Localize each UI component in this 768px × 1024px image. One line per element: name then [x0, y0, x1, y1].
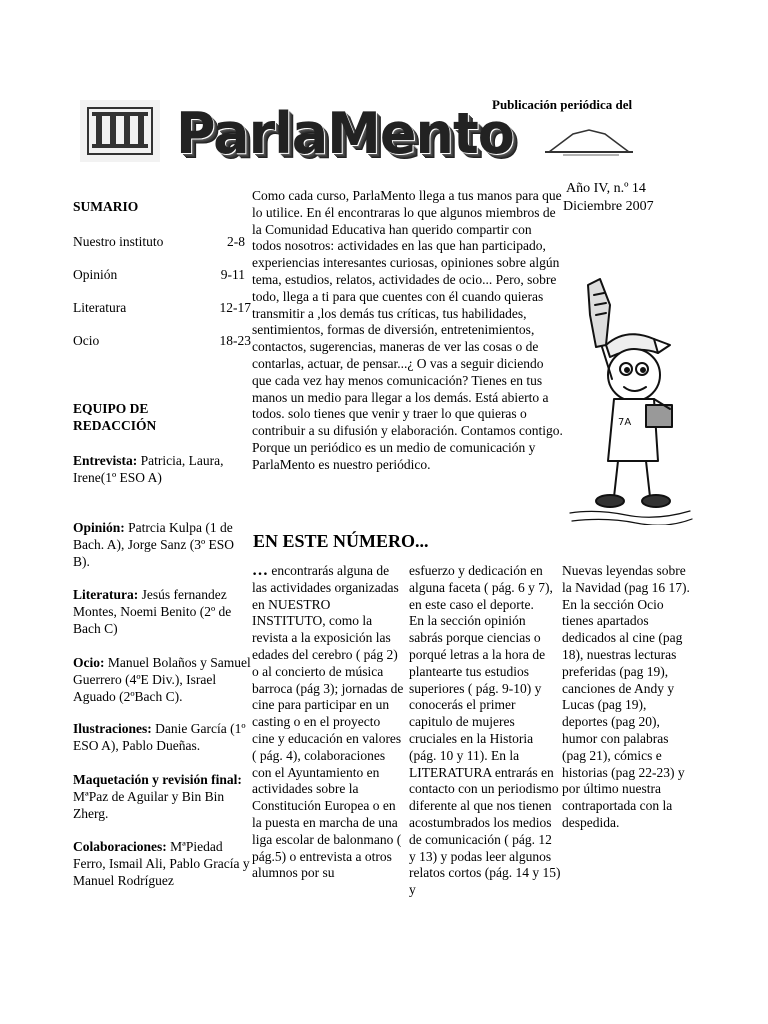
sumario-pages: 12-17 [219, 300, 251, 315]
sumario-label: Literatura [73, 300, 127, 315]
credit-names: MªPaz de Aguilar y Bin Bin Zherg. [73, 789, 225, 821]
article-column-3: Nuevas leyendas sobre la Navidad (pag 16 17). En la sección Ocio tienes apartados dedicados al cine (pag 18), nuestras lecturas preferidas (pag 19), canciones de Andy y Lucas (pag 19), deportes (pag 20), humor con palabras (pag 21), cómics e historias (pag 22-23) y por último nuestra contraportada con la despedida. [562, 563, 690, 830]
lead-ellipsis: … [252, 562, 268, 579]
credit-colaboraciones [73, 838, 251, 889]
issue-number: Año IV, n.º 14 [566, 181, 646, 196]
sumario-pages: 2-8 [227, 234, 245, 249]
credit-entrevista [73, 452, 251, 486]
equipo-title [73, 400, 251, 434]
cartoon-illustration [566, 275, 696, 525]
credit-names: Manuel Bolaños y Samuel Guerrero (4ºE Div.), Israel Aguado (2ºBach C). [73, 655, 251, 704]
sumario-label: Ocio [73, 333, 100, 348]
credit-opinion [73, 519, 251, 570]
credit-role: Opinión: [73, 520, 125, 535]
issue-date: Diciembre 2007 [563, 199, 654, 214]
publication-label: Publicación periódica del [492, 97, 633, 112]
article-column-1 [252, 563, 406, 882]
credit-names: Danie García (1º ESO A), Pablo Dueñas. [73, 721, 246, 753]
credit-names: Patricia, Laura, Irene(1º ESO A) [73, 453, 224, 485]
sumario-row [73, 299, 251, 316]
sumario-label: Nuestro instituto [73, 234, 164, 249]
credit-role: Ilustraciones: [73, 721, 152, 736]
sumario-title: SUMARIO [73, 199, 139, 214]
sumario-row [73, 233, 251, 250]
credit-role: Maquetación y revisión final: [73, 772, 242, 787]
article-column-2: esfuerzo y dedicación en alguna faceta ( pág. 6 y 7), en este caso el deporte. En la sección opinión sabrás porque ciencias o porqué letras a la hora de plantearte tus estudios superiores ( pág. 9-10) y conocerás el primer capitulo de mujeres cruciales en la Historia (pág. 10 y 11). En la LITERATURA entrarás en contacto con un periodismo diferente al que nos tienen acostumbrados los medios de comunicación ( pág. 12 y 13) y podas leer algunos relatos cortos (pág. 14 y 15) y [409, 563, 561, 898]
school-logo-left [80, 100, 160, 162]
sumario-label: Opinión [73, 267, 118, 282]
svg-text:7A: 7A [618, 417, 632, 428]
credit-maquetacion [73, 771, 251, 822]
credit-names: Patrcia Kulpa (1 de Bach. A), Jorge Sanz (3º ESO B). [73, 520, 235, 569]
sumario-pages: 18-23 [219, 333, 251, 348]
sumario-pages: 9-11 [220, 267, 245, 282]
credit-ilustraciones [73, 720, 251, 754]
section-title: EN ESTE NÚMERO... [253, 531, 429, 551]
masthead-title: ParlaMento [176, 100, 514, 167]
credit-role: Entrevista: [73, 453, 138, 468]
school-logo-right [543, 128, 635, 158]
equipo-title-line: EQUIPO DE [73, 401, 149, 416]
credit-role: Literatura: [73, 587, 139, 602]
credit-names: MªPiedad Ferro, Ismail Ali, Pablo Gracía y Manuel Rodríguez [73, 839, 250, 888]
equipo-title-line: REDACCIÓN [73, 418, 157, 433]
credit-names: Jesús fernandez Montes, Noemi Benito (2º de Bach C) [73, 587, 232, 636]
credit-literatura [73, 586, 251, 637]
intro-paragraph: Como cada curso, ParlaMento llega a tus manos para que lo utilice. En él encontraras lo que algunos miembros de la Comunidad Educativa han querido compartir con todos nosotros: actividades en las que han participado, experiencias interesantes curiosas, opiniones sobre algún tema, estudios, relatos, actividades de ocio... Pero, sobre todo, llega a ti para que cuentes con él cuando quieras transmitir a ,los demás tus críticas, tus habilidades, sentimientos, formas de diversión, entretenimientos, contactos, sugerencias, maneras de ver las cosas o de contarlas, actuar, de pensar...¿ O vas a seguir diciendo que cada vez hay menos comunicación? Tienes en tus manos un medio para llegar a los demás. Está abierto a todos. solo tienes que venir y traer lo que quieras o contribuir a su difusión y elaboración. Contamos contigo. Porque un periódico es un medio de comunicación y ParlaMento es nuestro periódico. [252, 188, 563, 472]
issue-info [563, 180, 683, 216]
sumario-row [73, 266, 251, 283]
sumario [73, 198, 251, 365]
column-text: encontrarás alguna de las actividades organizadas en NUESTRO INSTITUTO, como la revista a la exposición las edades del cerebro ( pág 2) o al concierto de música barroca (pág 3); jornadas de cine para participar en un casting o en el proyecto cine y educación en valores ( pág. 4), colaboraciones con el Ayuntamiento en actividades sobre la Constitución Europea o en la puesta en marcha de una liga escolar de balonmano ( pág.5) o entrevista a otros alumnos por su [252, 563, 404, 881]
credit-role: Colaboraciones: [73, 839, 167, 854]
credit-ocio [73, 654, 251, 705]
credit-role: Ocio: [73, 655, 105, 670]
sumario-row [73, 332, 251, 349]
